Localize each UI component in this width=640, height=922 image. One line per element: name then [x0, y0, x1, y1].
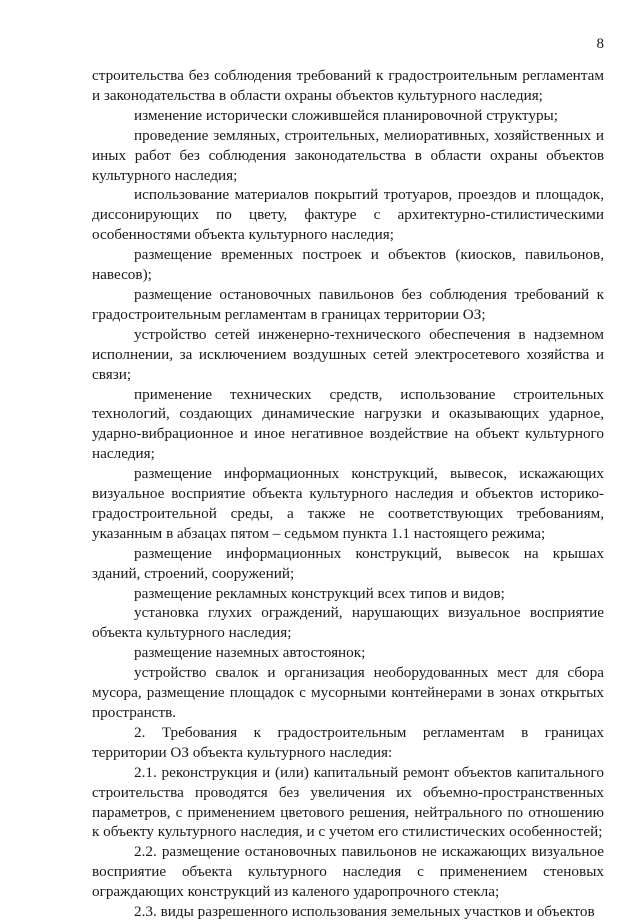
paragraph: размещение наземных автостоянок;	[134, 644, 366, 662]
paragraph: проведение земляных, строительных, мелиоративных, хозяйственных и иных работ без соблюдения законодательства в области охраны объектов культурного наследия;	[92, 126, 604, 184]
paragraph: 2.3. виды разрешенного использования земельных участков и объектов	[134, 903, 595, 921]
paragraph: установка глухих ограждений, нарушающих визуальное восприятие объекта культурного наследия;	[92, 604, 604, 642]
paragraph: изменение исторически сложившейся планировочной структуры;	[134, 106, 558, 124]
paragraph: размещение остановочных павильонов без соблюдения требований к градостроительным регламентам в границах территории ОЗ;	[92, 285, 604, 323]
paragraph: размещение рекламных конструкций всех типов и видов;	[134, 584, 505, 602]
section-heading: 2. Требования к градостроительным регламентам в границах территории ОЗ объекта культурного наследия:	[92, 723, 604, 761]
paragraph: 2.1. реконструкция и (или) капитальный ремонт объектов капитального строительства проводятся без увеличения их объемно-пространственных параметров, с применением цветового решения, нейтрального по отношению к объекту культурного наследия, и с учетом его стилистических особенностей;	[92, 763, 604, 841]
paragraph: 2.2. размещение остановочных павильонов не искажающих визуальное восприятие объекта культурного наследия с применением стеновых ограждающих конструкций из каленого ударопрочного стекла;	[92, 843, 604, 901]
page-number: 8	[596, 36, 604, 52]
paragraph: размещение информационных конструкций, вывесок, искажающих визуальное восприятие объекта культурного наследия и объектов историко-градостроительной среды, а также не соответствующих требованиям, указанным в абзацах пятом – седьмом пункта 1.1 настоящего режима;	[92, 465, 604, 542]
paragraph: устройство сетей инженерно-технического обеспечения в надземном исполнении, за исключением воздушных сетей электросетевого хозяйства и связи;	[92, 325, 604, 383]
paragraph: размещение информационных конструкций, вывесок на крышах зданий, строений, сооружений;	[92, 544, 604, 582]
paragraph: размещение временных построек и объектов (киосков, павильонов, навесов);	[92, 246, 604, 284]
paragraph: использование материалов покрытий тротуаров, проездов и площадок, диссонирующих по цвету, фактуре с архитектурно-стилистическими особенностями объекта культурного наследия;	[92, 186, 604, 244]
paragraph: применение технических средств, использование строительных технологий, создающих динамические нагрузки и оказывающих ударное, ударно-вибрационное и иное негативное воздействие на объект культурного наследия;	[92, 385, 604, 463]
document-body	[92, 66, 604, 922]
paragraph: строительства без соблюдения требований к градостроительным регламентам и законодательства в области охраны объектов культурного наследия;	[92, 67, 604, 104]
paragraph: устройство свалок и организация необорудованных мест для сбора мусора, размещение площадок с мусорными контейнерами в зонах открытых пространств.	[92, 664, 604, 721]
